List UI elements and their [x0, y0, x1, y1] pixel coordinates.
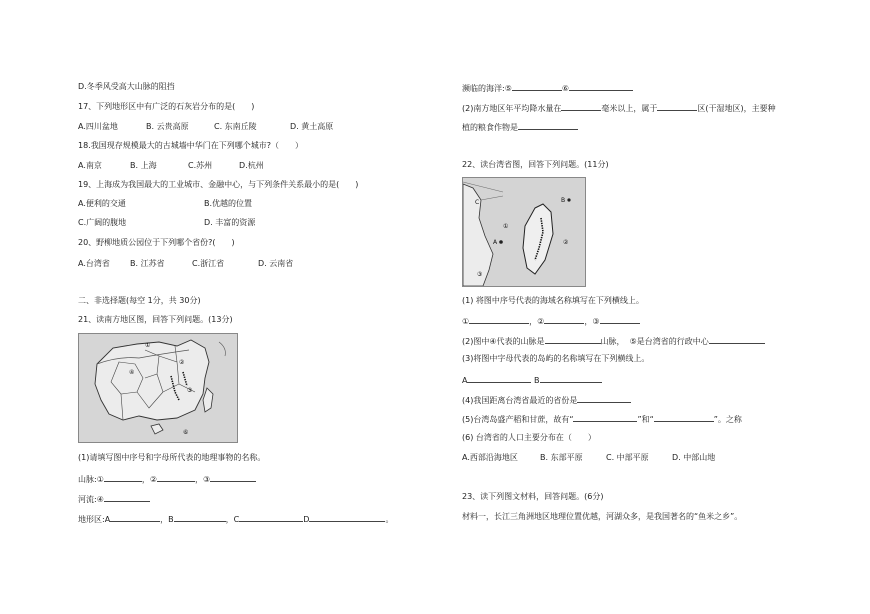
answer-blank[interactable]	[104, 472, 142, 482]
q23-stem: 23、读下列图文材料，回答问题。(6分)	[462, 492, 604, 501]
answer-blank[interactable]	[600, 314, 640, 324]
answer-blank[interactable]	[573, 412, 637, 422]
taiwan-map-label-3: ③	[477, 271, 483, 278]
q22-part6-stem: (6) 台湾省的人口主要分布在（ ）	[462, 433, 596, 442]
q22-option-a[interactable]: A.西部沿海地区	[462, 453, 518, 462]
q17-option-d[interactable]: D. 黄土高原	[290, 122, 334, 131]
south-map-label-1: ①	[145, 342, 151, 349]
q22-seas-line: ① ，② ，③	[462, 314, 640, 327]
q22-part3: (3)将图中字母代表的岛屿的名称填写在下列横线上。	[462, 354, 650, 363]
answer-blank[interactable]	[467, 373, 531, 383]
q18-stem: 18.我国现存规模最大的古城墙中华门在下列哪个城市?（ ）	[78, 141, 303, 150]
answer-blank[interactable]	[709, 334, 765, 344]
taiwan-map	[462, 177, 586, 287]
answer-blank[interactable]	[540, 373, 602, 383]
q21-stem: 21、读南方地区图，回答下列问题。(13分)	[78, 315, 233, 324]
q22-option-c[interactable]: C. 中部平原	[606, 453, 649, 462]
q20-option-c[interactable]: C.浙江省	[192, 259, 225, 268]
answer-blank[interactable]	[157, 472, 195, 482]
q18-option-d[interactable]: D.杭州	[239, 161, 264, 170]
q20-stem: 20、野柳地质公园位于下列哪个省份?( )	[78, 238, 235, 247]
answer-blank[interactable]	[544, 314, 584, 324]
q19-option-c[interactable]: C.广阔的腹地	[78, 218, 127, 227]
q22-part2-line: (2)图中④代表的山脉是 山脉， ⑤是台湾省的行政中心	[462, 334, 765, 347]
q22-part4-line: (4)我国距离台湾省最近的省份是	[462, 393, 631, 406]
taiwan-map-label-a: A	[493, 239, 498, 246]
answer-blank[interactable]	[104, 492, 150, 502]
answer-blank[interactable]	[545, 334, 601, 344]
q17-option-b[interactable]: B. 云贵高原	[146, 122, 189, 131]
q19-option-d[interactable]: D. 丰富的资源	[204, 218, 256, 227]
answer-blank[interactable]	[174, 512, 226, 522]
q22-islands-line: A B	[462, 373, 602, 386]
q17-option-c[interactable]: C. 东南丘陵	[214, 122, 257, 131]
q19-option-b[interactable]: B.优越的位置	[204, 199, 253, 208]
south-map-label-6: ⑥	[183, 429, 189, 436]
taiwan-map-label-b: B	[561, 197, 566, 204]
answer-blank[interactable]	[512, 81, 562, 91]
q22-option-d[interactable]: D. 中部山地	[672, 453, 716, 462]
answer-blank[interactable]	[654, 412, 714, 422]
taiwan-map-label-1: ①	[503, 223, 509, 230]
answer-blank[interactable]	[569, 81, 633, 91]
q21-part1: (1)请填写图中序号和字母所代表的地理事物的名称。	[78, 453, 266, 462]
q20-option-d[interactable]: D. 云南省	[258, 259, 294, 268]
answer-blank[interactable]	[210, 472, 256, 482]
q17-option-a[interactable]: A.四川盆地	[78, 122, 118, 131]
south-map-label-2: ②	[179, 359, 185, 366]
q21-river-line: 河流:④	[78, 492, 150, 505]
south-map-label-3: ③	[187, 387, 193, 394]
answer-blank[interactable]	[239, 512, 303, 522]
taiwan-map-label-2: ②	[563, 239, 569, 246]
q16-option-d: D.冬季风受高大山脉的阻挡	[78, 82, 175, 91]
answer-blank[interactable]	[577, 393, 631, 403]
q23-material-1: 材料一，长江三角洲地区地理位置优越，河湖众多，是我国著名的“鱼米之乡”。	[462, 512, 743, 521]
answer-blank[interactable]	[309, 512, 385, 522]
answer-blank[interactable]	[469, 314, 529, 324]
q19-stem: 19、上海成为我国最大的工业城市、金融中心，与下列条件关系最小的是( )	[78, 180, 359, 189]
q18-option-a[interactable]: A.南京	[78, 161, 102, 170]
q22-part5-line: (5)台湾岛盛产稻和甘蔗，故有“ ”和“ ”。之称	[462, 412, 742, 425]
q17-stem: 17、下列地形区中有广泛的石灰岩分布的是( )	[78, 102, 255, 111]
q21-region-line: 地形区:A ，B ，C D 。	[78, 512, 393, 525]
answer-blank[interactable]	[518, 120, 578, 130]
q18-option-b[interactable]: B. 上海	[130, 161, 157, 170]
section-two-heading: 二、非选择题(每空 1分，共 30分)	[78, 296, 201, 305]
answer-blank[interactable]	[657, 101, 697, 111]
q21-sea-line: 濒临的海洋:⑤ ⑥	[462, 81, 633, 94]
q22-stem: 22、读台湾省图，回答下列问题。(11分)	[462, 160, 609, 169]
south-china-map	[78, 333, 238, 443]
q20-option-b[interactable]: B. 江苏省	[130, 259, 165, 268]
q21-part2-line2: 植的粮食作物是	[462, 120, 578, 133]
taiwan-map-label-c: C	[475, 199, 480, 206]
south-map-label-4: ④	[129, 369, 135, 376]
answer-blank[interactable]	[561, 101, 601, 111]
q18-option-c[interactable]: C.苏州	[188, 161, 213, 170]
q19-option-a[interactable]: A.便利的交通	[78, 199, 126, 208]
q21-part2-line: (2)南方地区年平均降水量在 毫米以上，属于 区(干湿地区)，主要种	[462, 101, 776, 114]
q22-option-b[interactable]: B. 东部平原	[540, 453, 583, 462]
q20-option-a[interactable]: A.台湾省	[78, 259, 110, 268]
q22-part1: (1) 将图中序号代表的海域名称填写在下列横线上。	[462, 296, 644, 305]
answer-blank[interactable]	[110, 512, 160, 522]
q21-mountains-line: 山脉:① ，② ，③	[78, 472, 256, 485]
